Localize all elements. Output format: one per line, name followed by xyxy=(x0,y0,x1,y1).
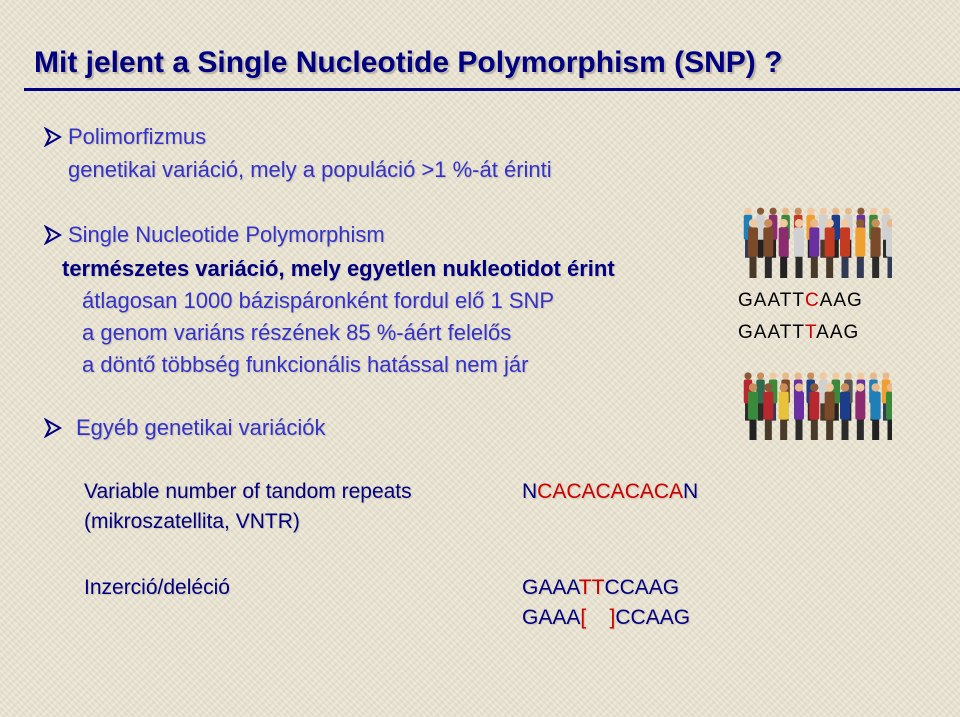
vntr-label-line-1: Variable number of tandom repeats xyxy=(84,480,412,503)
person-figure xyxy=(748,383,758,440)
bullet-arrow-icon xyxy=(44,225,62,245)
person-figure xyxy=(763,219,773,278)
snp-line-2: átlagosan 1000 bázispáronként fordul elő 1 SNP xyxy=(82,288,555,313)
person-figure xyxy=(809,383,819,440)
snp-line-3: a genom variáns részének 85 %-áért felelős xyxy=(82,320,512,345)
person-figure xyxy=(779,383,789,440)
snp-line-1: természetes variáció, mely egyetlen nukleotidot érint xyxy=(62,256,615,281)
bullet-arrow-icon xyxy=(44,418,62,438)
indel-sequence-2: GAAA[ ]CCAAG xyxy=(522,606,691,629)
snp-sequence-1: GAATTCAAG xyxy=(738,290,863,311)
indel-sequence-1: GAAATTCCAAG xyxy=(522,576,680,599)
bullet-arrow-icon xyxy=(44,127,62,147)
person-figure xyxy=(855,383,865,440)
person-figure xyxy=(748,219,758,278)
vntr-sequence: NCACACACACAN xyxy=(522,480,699,503)
person-figure xyxy=(779,219,789,278)
other-variations-heading: Egyéb genetikai variációk xyxy=(76,415,326,440)
person-figure xyxy=(809,219,819,278)
person-figure xyxy=(763,383,773,440)
polimorfizmus-heading: Polimorfizmus xyxy=(68,124,207,149)
snp-heading: Single Nucleotide Polymorphism xyxy=(68,222,385,247)
vntr-label-line-2: (mikroszatellita, VNTR) xyxy=(84,510,300,533)
slide-title: Mit jelent a Single Nucleotide Polymorphism (SNP) ? xyxy=(34,46,783,79)
snp-sequence-2: GAATTTAAG xyxy=(738,322,860,343)
polimorfizmus-definition: genetikai variáció, mely a populáció >1 %-át érinti xyxy=(68,157,552,182)
person-figure xyxy=(825,219,835,278)
person-figure xyxy=(871,383,881,440)
person-figure xyxy=(871,219,881,278)
person-figure xyxy=(794,383,804,440)
snp-line-4: a döntő többség funkcionális hatással nem jár xyxy=(82,352,529,377)
people-crowd-illustration xyxy=(742,186,892,278)
person-figure xyxy=(840,383,850,440)
person-figure xyxy=(855,219,865,278)
person-figure xyxy=(794,219,804,278)
person-figure xyxy=(840,219,850,278)
people-crowd-illustration xyxy=(742,352,892,440)
person-figure xyxy=(886,219,892,278)
title-divider xyxy=(24,88,960,91)
indel-label: Inzerció/deléció xyxy=(84,576,230,599)
person-figure xyxy=(825,383,835,440)
